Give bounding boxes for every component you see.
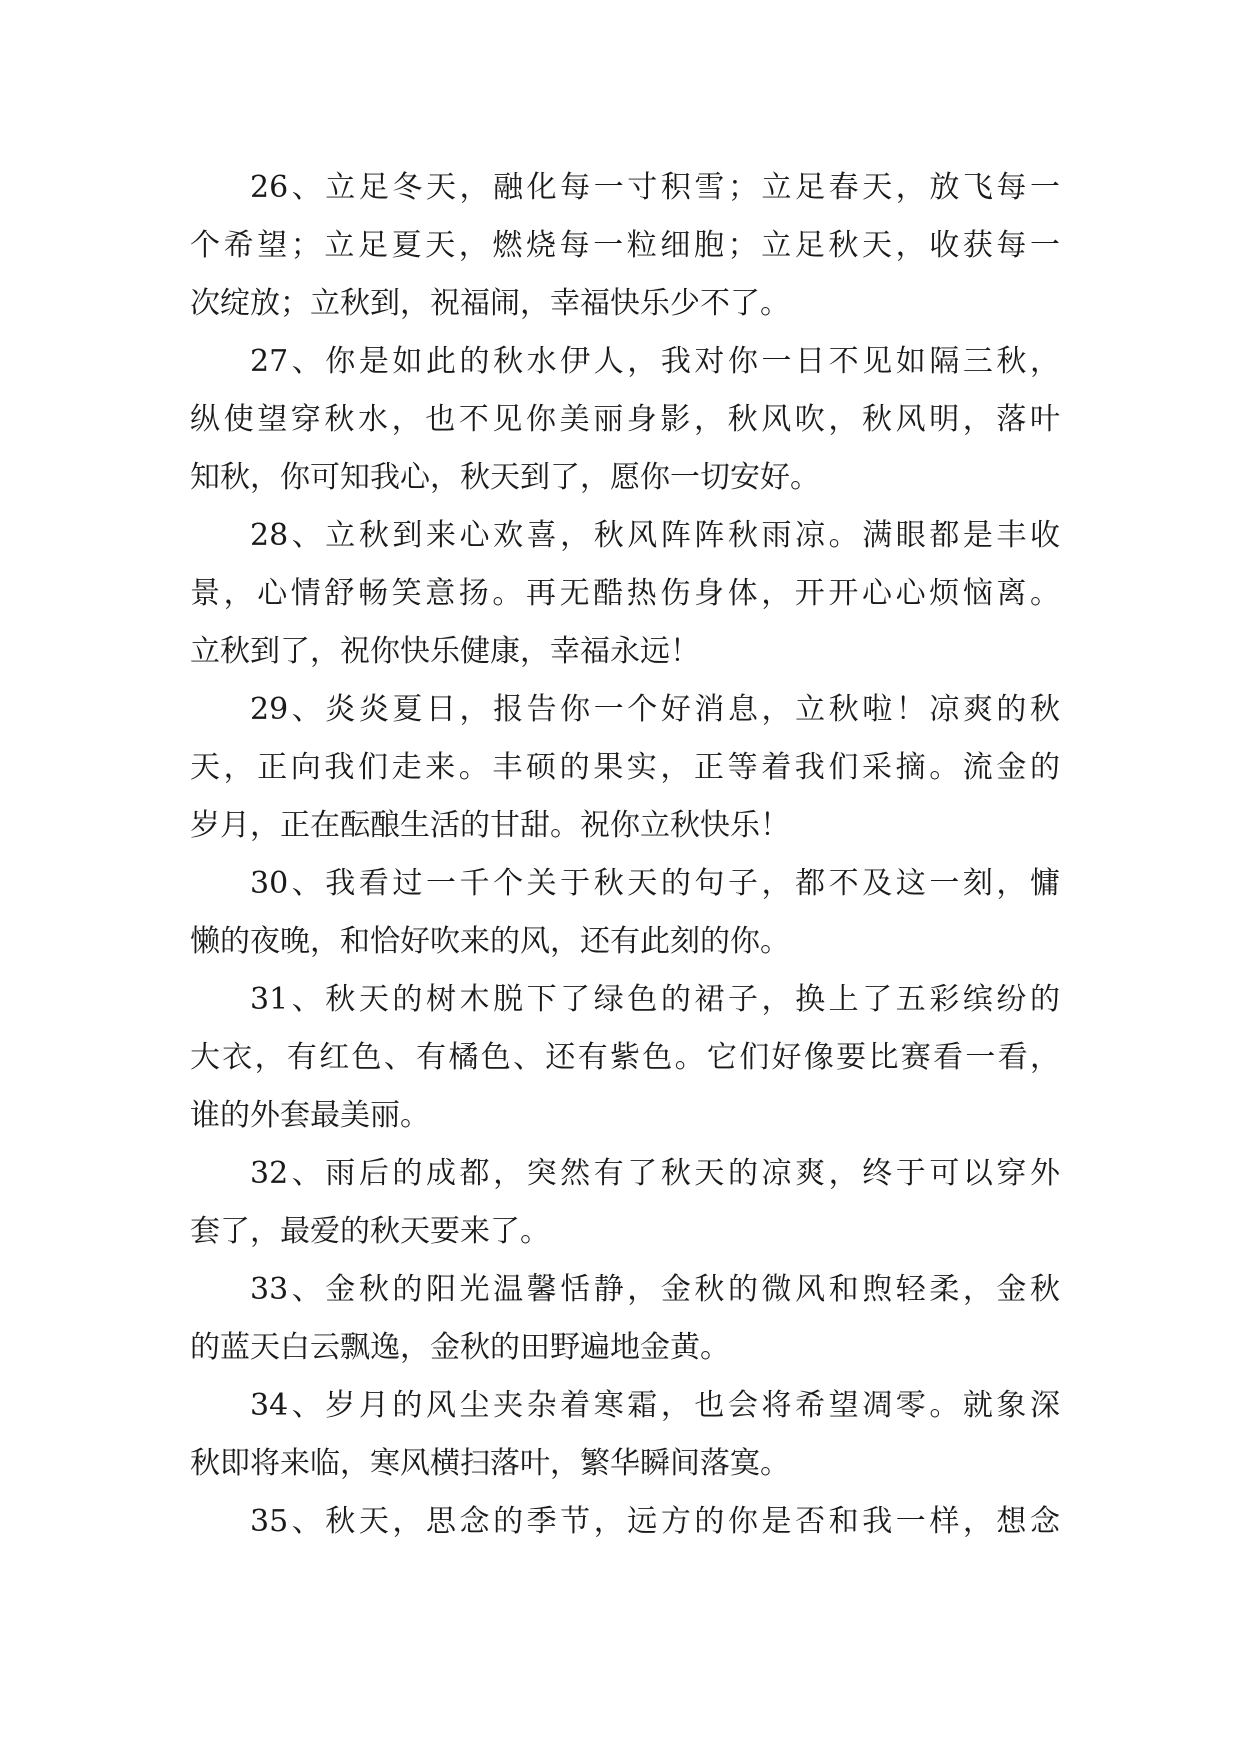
text-line: 次绽放；立秋到，祝福闹，幸福快乐少不了。 bbox=[190, 286, 790, 321]
text-line: 大衣，有红色、有橘色、还有紫色。它们好像要比赛看一看， bbox=[190, 1040, 1060, 1075]
text-line: 纵使望穿秋水，也不见你美丽身影，秋风吹，秋风明，落叶 bbox=[190, 402, 1060, 437]
text-line: 26、立足冬天，融化每一寸积雪；立足春天，放飞每一 bbox=[250, 170, 1060, 205]
text-line: 景，心情舒畅笑意扬。再无酷热伤身体，开开心心烦恼离。 bbox=[190, 576, 1060, 611]
text-line: 29、炎炎夏日，报告你一个好消息，立秋啦！凉爽的秋 bbox=[250, 692, 1060, 727]
text-line: 秋即将来临，寒风横扫落叶，繁华瞬间落寞。 bbox=[190, 1446, 790, 1481]
text-line: 32、雨后的成都，突然有了秋天的凉爽，终于可以穿外 bbox=[250, 1156, 1060, 1191]
text-line: 28、立秋到来心欢喜，秋风阵阵秋雨凉。满眼都是丰收 bbox=[250, 518, 1060, 553]
text-line: 天，正向我们走来。丰硕的果实，正等着我们采摘。流金的 bbox=[190, 750, 1060, 785]
text-line: 谁的外套最美丽。 bbox=[190, 1098, 430, 1133]
text-line: 27、你是如此的秋水伊人，我对你一日不见如隔三秋， bbox=[250, 344, 1060, 379]
text-line: 知秋，你可知我心，秋天到了，愿你一切安好。 bbox=[190, 460, 820, 495]
text-line: 懒的夜晚，和恰好吹来的风，还有此刻的你。 bbox=[190, 924, 790, 959]
text-line: 岁月，正在酝酿生活的甘甜。祝你立秋快乐！ bbox=[190, 808, 790, 843]
text-line: 套了，最爱的秋天要来了。 bbox=[190, 1214, 550, 1249]
text-line: 的蓝天白云飘逸，金秋的田野遍地金黄。 bbox=[190, 1330, 730, 1365]
text-line: 个希望；立足夏天，燃烧每一粒细胞；立足秋天，收获每一 bbox=[190, 228, 1060, 263]
text-line: 31、秋天的树木脱下了绿色的裙子，换上了五彩缤纷的 bbox=[250, 982, 1060, 1017]
text-line: 30、我看过一千个关于秋天的句子，都不及这一刻，慵 bbox=[250, 866, 1060, 901]
text-line: 35、秋天，思念的季节，远方的你是否和我一样，想念 bbox=[250, 1504, 1060, 1539]
text-line: 33、金秋的阳光温馨恬静，金秋的微风和煦轻柔，金秋 bbox=[250, 1272, 1060, 1307]
text-line: 立秋到了，祝你快乐健康，幸福永远！ bbox=[190, 634, 700, 669]
text-line: 34、岁月的风尘夹杂着寒霜，也会将希望凋零。就象深 bbox=[250, 1388, 1060, 1423]
